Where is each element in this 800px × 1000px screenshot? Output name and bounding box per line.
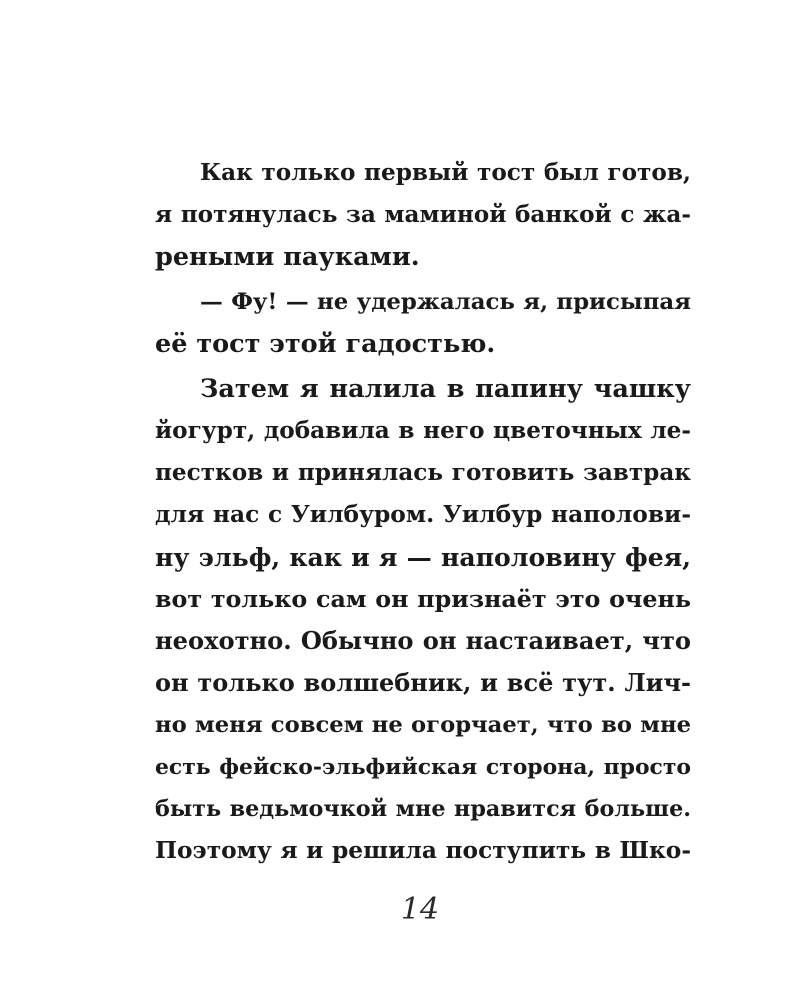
- text-line: её тост этой гадостью.: [155, 329, 496, 359]
- text-line: Поэтому я и решила поступить в Шко-: [155, 837, 691, 864]
- paragraph-1: [155, 152, 691, 278]
- text-line: есть фейско-эльфийская сторона, просто: [155, 754, 691, 780]
- text-line: быть ведьмочкой мне нравится больше.: [155, 796, 691, 822]
- body-text: [155, 152, 691, 914]
- text-line: он только волшебник, и всё тут. Лич-: [155, 668, 691, 697]
- text-line: я потянулась за маминой банкой с жа-: [155, 201, 691, 228]
- text-line: вот только сам он признаёт это очень: [155, 585, 691, 613]
- paragraph-3: [155, 368, 691, 914]
- text-line: для нас с Уилбуром. Уилбур наполови-: [155, 501, 691, 528]
- text-line: неохотно. Обычно он настаивает, что: [155, 626, 691, 655]
- text-line: ну эльф, как и я — наполовину фея,: [155, 542, 691, 572]
- text-line: — Фу! — не удержалась я, присыпая: [200, 289, 691, 315]
- text-line: Как только первый тост был готов,: [200, 159, 691, 186]
- paragraph-2: [155, 281, 691, 365]
- text-line: реными пауками.: [155, 242, 420, 272]
- text-line: пестков и принялась готовить завтрак: [155, 459, 691, 486]
- text-line: Затем я налила в папину чашку: [200, 374, 691, 404]
- text-line: йогурт, добавила в него цветочных ле-: [155, 417, 691, 444]
- text-line: но меня совсем не огорчает, что во мне: [155, 712, 691, 738]
- page-number: 14: [400, 892, 440, 927]
